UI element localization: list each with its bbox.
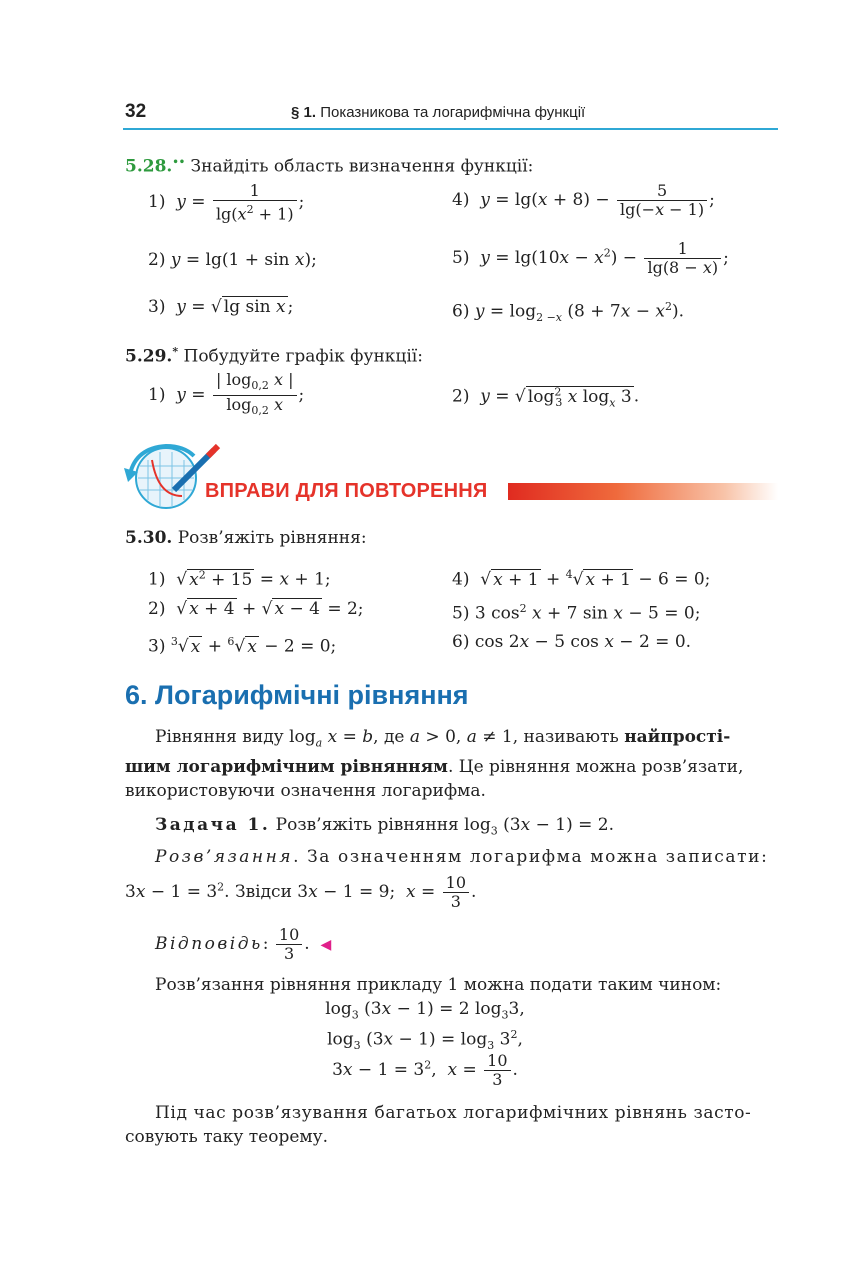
task-528-number: 5.28. [125,156,173,177]
task-528-mark: •• [172,157,186,168]
task-530-item-6: 6) cos 2x − 5 cos x − 2 = 0. [452,632,692,652]
running-header [291,104,585,121]
task-530-heading [125,528,367,548]
task-530-number: 5.30. [125,528,173,548]
answer-label: Відповідь [155,934,263,954]
task-530-item-2: 2) √ x + 4 + √ x − 4 = 2; [148,599,364,619]
answer-line: Відповідь: $\frac{10}{3}$ . ◀ [155,925,332,963]
closing-paragraph [125,1101,777,1149]
closing-line-1: Під час розв’язування багатьох логарифмічних рівнянь засто- [155,1103,752,1123]
example-task: Задача 1. Розв’яжіть рівняння $\log_3 (3x - 1) = 2$. [155,815,614,838]
task-528-item-6: 6) $y = \log_{2 -x} (8 + 7x - x^2)$. [452,300,685,325]
task-529-item-1: 1) y = $\frac{| \log_{0,2} x |}{\log_{0,2} x}$ ; [148,371,304,420]
task-529-prompt: Побудуйте графік функції: [183,346,423,367]
solution-line [155,847,768,867]
task-text: Розв’яжіть рівняння [275,815,459,835]
task-530-prompt: Розв’яжіть рівняння: [177,528,367,548]
alt-eq-1: $\log_3 (3x - 1) = 2$ $\log_33$, [325,999,525,1022]
alt-eq-3: $3x - 1 = 3^2$, x = $\frac{10}{3}$ . [332,1051,518,1089]
section-intro: Рівняння виду $\log_a x = b$, де a > 0, a ≠ 1, називають найпрості- шим логарифмічним рівнянням. Це рівняння можна розв’язати, використовуючи означення логарифма. [125,725,777,803]
solution-label: Розв’язання [155,847,294,867]
banner-title: ВПРАВИ ДЛЯ ПОВТОРЕННЯ [205,480,488,502]
alt-eq-2: $\log_3 (3x - 1) = \log_3 3^2$, [327,1028,523,1053]
header-rule [123,128,778,130]
task-529-mark: * [172,345,179,358]
task-528-prompt: Знайдіть область визначення функції: [190,156,534,177]
section-title-6: 6. Логарифмічні рівняння [125,680,469,710]
section-prefix: § 1. [291,104,317,121]
task-label: Задача 1. [155,815,271,835]
task-529-item-2: 2) y = √ $\log^2_3 x$ $\log_x 3$ . [452,385,640,410]
end-marker-icon: ◀ [320,937,332,953]
closing-line-2: совують таку теорему. [125,1127,329,1147]
task-530-item-5: 5) 3 $\cos^2 x + 7$ sin x − 5 = 0; [452,602,701,624]
solution-text: . За означенням логарифма можна записати: [293,847,769,867]
intro-text-2: . Це рівняння можна розв’язати, [447,757,744,778]
intro-text-3: використовуючи означення логарифма. [125,781,486,802]
task-529-heading [125,342,423,367]
intro-bold-2: шим логарифмічним рівнянням [125,757,448,778]
task-528-item-4: 4) y = lg(x + 8) − $\frac{5}{\lg(-x - 1)}$ ; [452,181,715,219]
task-528-item-1: 1) y = $\frac{1}{\lg(x^2 + 1)}$ ; [148,181,305,224]
banner-bar [508,483,778,500]
task-530-item-4: 4) √ x + 1 + $^4$√ x + 1 − 6 = 0; [452,568,711,590]
task-528-heading [125,153,533,177]
alt-intro: Розв’язання рівняння прикладу 1 можна подати таким чином: [155,975,722,995]
section-title: Показникова та логарифмічна функції [320,104,586,121]
intro-bold-1: найпрості- [624,727,731,747]
task-530-item-1: 1) √ $x^2 + 15 = x + 1$; [148,568,331,590]
task-530-item-3: 3) $^3$√ x + $^6$√ x − 2 = 0; [148,635,337,657]
task-529-number: 5.29. [125,346,173,367]
task-528-item-5: 5) $y = \lg(10x - x^2)$ − $\frac{1}{\lg(8 - x)}$ ; [452,239,729,277]
page-number: 32 [125,101,147,122]
intro-text-1: Рівняння виду log [155,727,316,747]
task-528-item-2: 2) y = lg(1 + sin x); [148,250,317,270]
solution-derivation: $3x - 1 = 3^2$. Звідси 3x − 1 = 9; x = $\frac{10}{3}$ . [125,873,477,911]
task-528-item-3: 3) y = √ lg sin x ; [148,297,294,317]
